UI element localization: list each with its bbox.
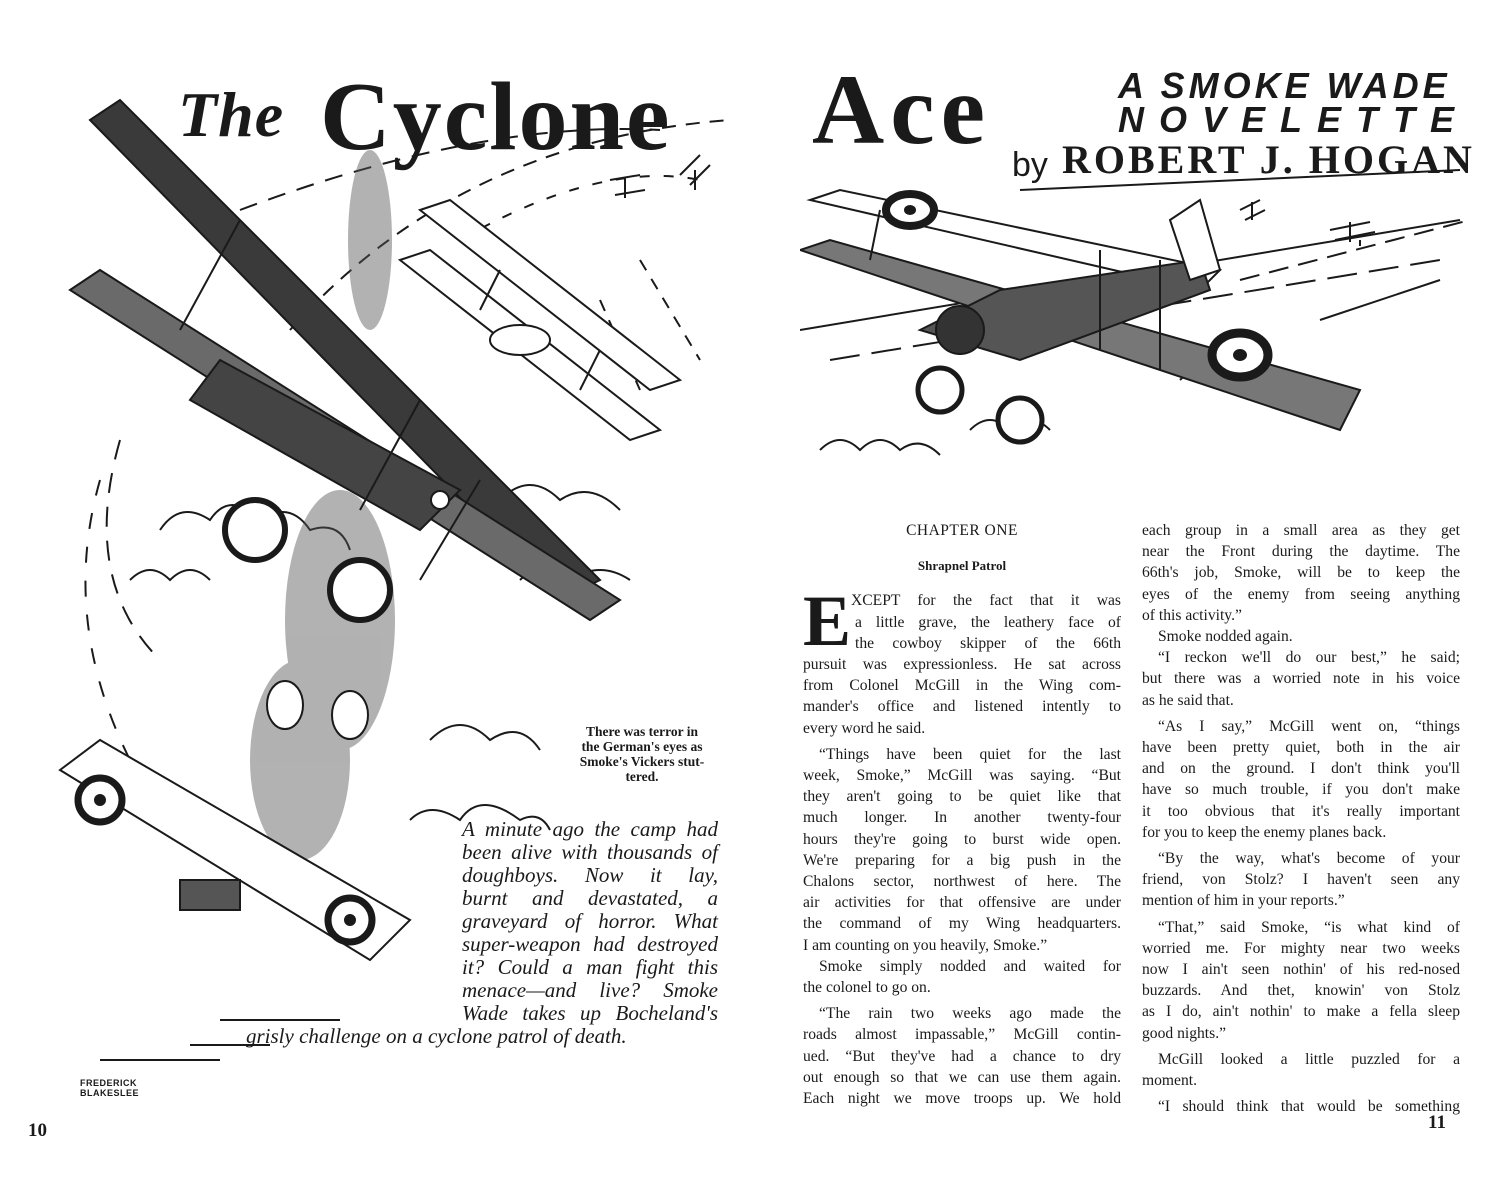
author-name: ROBERT J. HOGAN [1062, 137, 1475, 182]
text-line: week, Smoke,” McGill was saying. “But [803, 767, 1121, 785]
blurb-line: been alive with thousands of [462, 840, 718, 864]
text-line: as he said that. [1142, 691, 1234, 709]
caption-line: Smoke's Vickers stut- [579, 754, 705, 769]
text-line: eyes of the enemy from seeing anything [1142, 585, 1460, 603]
text-line: of this activity.” [1142, 606, 1242, 624]
artist-signature [80, 1078, 139, 1098]
blurb-line: burnt and devastated, a [462, 886, 718, 910]
text-line: air activities for that offensive are under [803, 894, 1121, 912]
text-line: “As I say,” McGill went on, “things [1158, 717, 1460, 735]
text-column-2 [1142, 520, 1460, 1117]
text-line: now I ain't seen nothin' of his red-nosed [1142, 961, 1460, 979]
text-line: mention of him in your reports.” [1142, 892, 1345, 910]
blurb-line: menace—and live? Smoke [462, 978, 718, 1002]
title-the: The [178, 79, 285, 150]
story-blurb [246, 818, 718, 1048]
text-line: XCEPT for the fact that it was [851, 592, 1121, 610]
text-line: from Colonel McGill in the Wing com- [803, 677, 1121, 695]
text-line: buzzards. And thet, knowin' von Stolz [1142, 982, 1460, 1000]
text-line: good nights.” [1142, 1024, 1227, 1042]
illustration-caption [554, 724, 730, 784]
text-line: worried me. For mighty near two weeks [1142, 939, 1460, 957]
text-line: out enough so that we can use them again. [803, 1068, 1121, 1086]
blurb-line: it? Could a man fight this [462, 955, 718, 979]
blurb-line: grisly challenge on a cyclone patrol of death. [246, 1024, 627, 1048]
series-line-1: A SMOKE WADE [1118, 65, 1451, 106]
text-line: “I reckon we'll do our best,” he said; [1158, 649, 1460, 667]
text-line: the command of my Wing headquarters. [803, 915, 1121, 933]
text-line: Chalons sector, northwest of here. The [803, 873, 1121, 891]
text-line: they aren't going to be quiet like that [803, 788, 1121, 806]
text-line: friend, von Stolz? I haven't seen any [1142, 871, 1460, 889]
text-line: and on the ground. I don't think you'll [1142, 760, 1460, 778]
blurb-line: graveyard of horror. What [462, 909, 718, 933]
text-line: Smoke nodded again. [1158, 628, 1293, 646]
text-line: Each night we move troops up. We hold [803, 1090, 1121, 1108]
caption-line: tered. [625, 769, 659, 784]
chapter-title: Shrapnel Patrol [917, 558, 1007, 574]
spad-biplane-illustration [800, 160, 1480, 490]
page-number-right: 11 [1428, 1112, 1446, 1133]
text-line: near the Front during the daytime. The [1142, 543, 1460, 561]
text-line: ued. “But they've had a chance to dry [803, 1047, 1121, 1065]
text-line: the cowboy skipper of the 66th [855, 634, 1121, 652]
drop-cap-paragraph [803, 581, 1121, 662]
text-line: McGill looked a little puzzled for a [1158, 1050, 1460, 1068]
text-line: but there was a worried note in his voice [1142, 670, 1460, 688]
text-column-1 [803, 520, 1121, 1109]
text-line: for you to keep the enemy planes back. [1142, 823, 1387, 841]
text-line: it too obvious that it's really important [1142, 802, 1460, 820]
signature-line: FREDERICK [80, 1078, 138, 1088]
drop-cap: E [803, 581, 852, 662]
title-ace: Ace [812, 54, 991, 165]
text-line: the colonel to go on. [803, 979, 931, 997]
text-line: have so much trouble, if you don't make [1142, 781, 1460, 799]
text-line: Smoke simply nodded and waited for [819, 957, 1121, 975]
text-line: every word he said. [803, 719, 926, 737]
text-line: moment. [1142, 1072, 1198, 1090]
byline-by: by [1012, 146, 1048, 184]
signature-line: BLAKESLEE [80, 1088, 140, 1098]
text-line: I am counting on you heavily, Smoke.” [803, 936, 1048, 954]
page-number-left: 10 [28, 1120, 47, 1141]
text-line: as I do, ain't nothin' to make a fella sleep [1142, 1003, 1460, 1021]
text-line: mander's office and listened intently to [803, 698, 1121, 716]
blurb-line: doughboys. Now it lay, [462, 863, 718, 887]
text-line: “By the way, what's become of your [1158, 850, 1460, 868]
text-line: “I should think that would be something [1158, 1098, 1460, 1116]
text-line: each group in a small area as they get [1142, 522, 1460, 539]
text-line: have been pretty quiet, both in the air [1142, 739, 1460, 757]
text-line: much longer. In another twenty-four [803, 809, 1121, 827]
blurb-line: super-weapon had destroyed [462, 932, 718, 956]
text-line: roads almost impassable,” McGill contin- [803, 1026, 1121, 1044]
text-line: We're preparing for a big push in the [803, 851, 1121, 869]
text-line: “The rain two weeks ago made the [819, 1005, 1121, 1023]
text-line: hours they're going to burst wide open. [803, 830, 1121, 848]
series-line-2: NOVELETTE [1118, 99, 1470, 140]
blurb-line: A minute ago the camp had [462, 817, 718, 841]
caption-line: the German's eyes as [581, 739, 703, 754]
text-line: a little grave, the leathery face of [855, 613, 1121, 631]
title-cyclone: Cyclone [320, 63, 672, 171]
text-line: “That,” said Smoke, “is what kind of [1158, 918, 1460, 936]
text-line: pursuit was expressionless. He sat across [803, 656, 1121, 674]
text-line: 66th's job, Smoke, will be to keep the [1142, 564, 1460, 582]
caption-line: There was terror in [585, 724, 699, 739]
blurb-line: Wade takes up Bocheland's [462, 1001, 718, 1025]
text-line: “Things have been quiet for the last [819, 745, 1121, 763]
chapter-heading: CHAPTER ONE [906, 522, 1018, 539]
